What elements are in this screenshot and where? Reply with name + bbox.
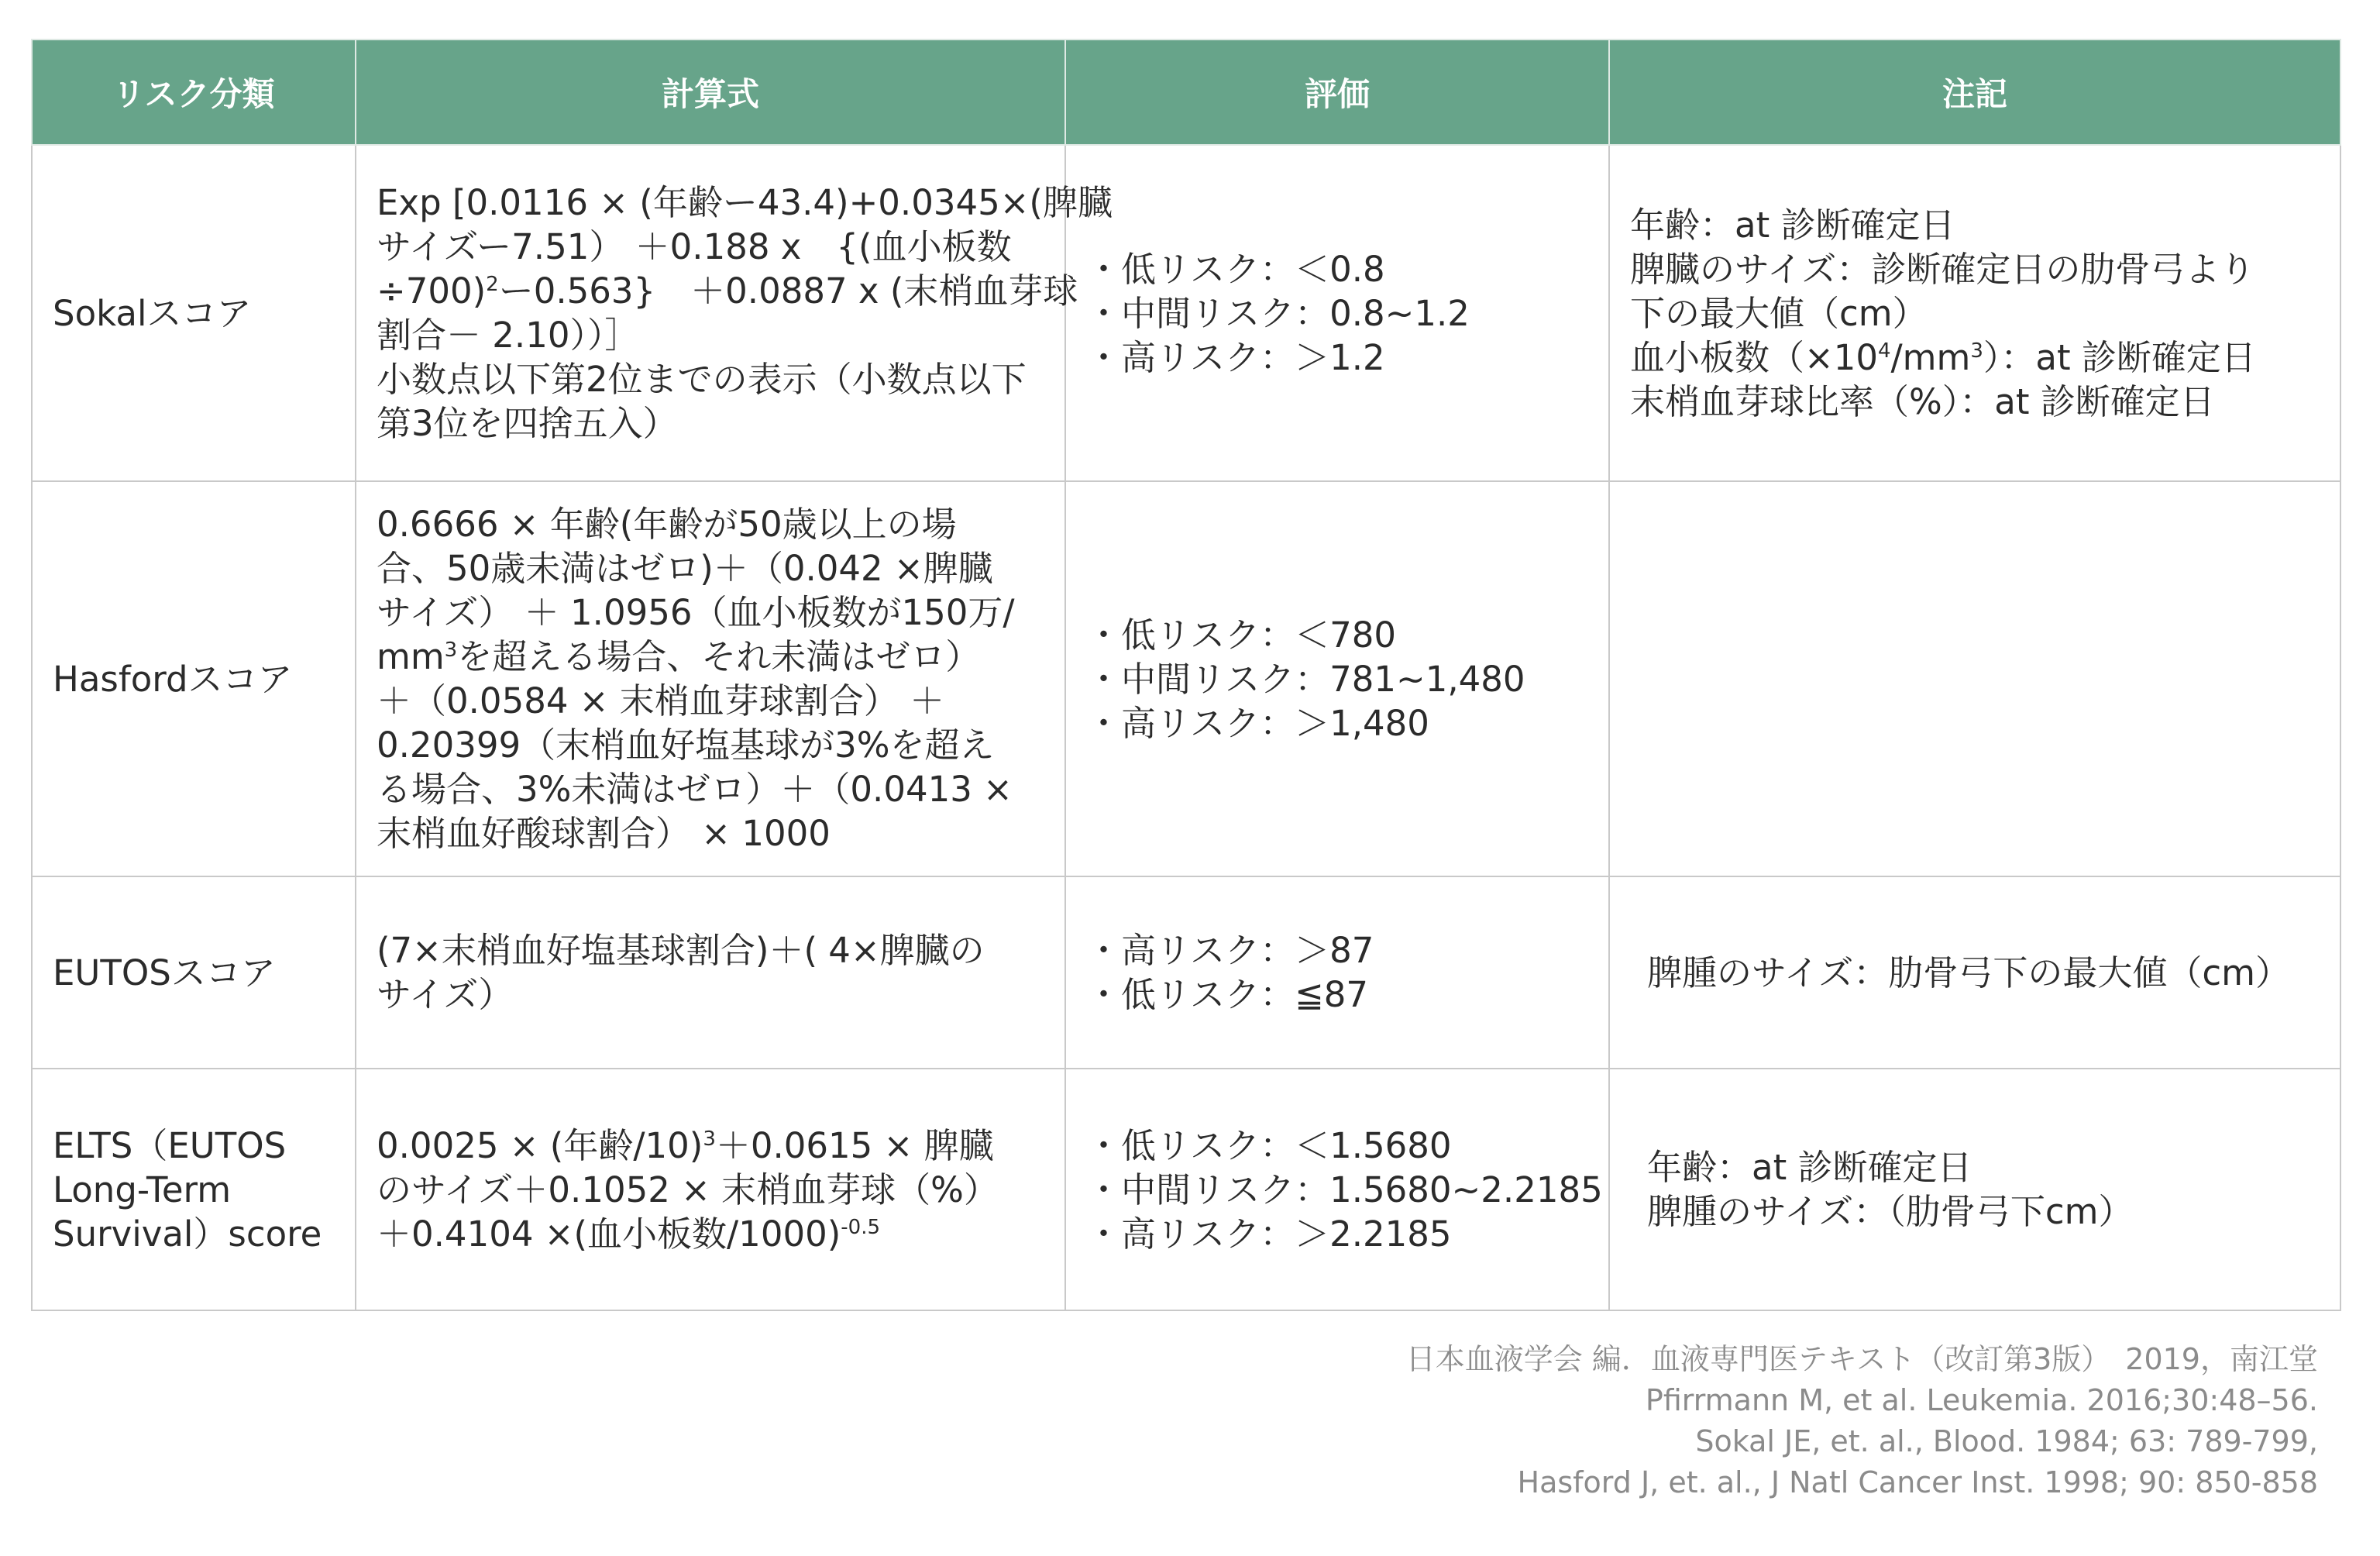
formula-line: のサイズ＋0.1052 × 末梢血芽球（%） bbox=[377, 1169, 999, 1210]
note-line: 末梢血芽球比率（%）：at 診断確定日 bbox=[1630, 380, 2215, 422]
evaluation-line: ・高リスク：＞1.2 bbox=[1086, 336, 1385, 378]
note-line: 年齢：at 診断確定日 bbox=[1647, 1147, 1972, 1188]
note-line: 脾腫のサイズ：肋骨弓下の最大値（cm） bbox=[1647, 952, 2290, 993]
superscript: 3 bbox=[444, 639, 458, 662]
formula-line bbox=[377, 1124, 1044, 1168]
note-line: 年齢：at 診断確定日 bbox=[1630, 204, 1955, 246]
category-cell bbox=[32, 145, 356, 481]
evaluation-cell bbox=[1065, 481, 1609, 876]
formula-line: 0.20399（末梢血好塩基球が3%を超え bbox=[377, 725, 995, 766]
superscript: 4 bbox=[1877, 339, 1891, 363]
reference-line: Sokal JE, et. al., Blood. 1984; 63: 789-799, bbox=[1695, 1424, 2318, 1458]
category-cell bbox=[32, 1069, 356, 1310]
formula-line: 0.6666 × 年齢(年齢が50歳以上の場 bbox=[377, 504, 957, 545]
note-text: /mm bbox=[1890, 336, 1971, 378]
superscript: -0.5 bbox=[841, 1215, 880, 1239]
formula-text: mm bbox=[377, 636, 445, 677]
category-text: Sokalスコア bbox=[53, 292, 252, 334]
table-row bbox=[32, 145, 2340, 481]
formula-text: ＋0.0615 × 脾臓 bbox=[715, 1124, 994, 1166]
formula-line: サイズ） bbox=[377, 974, 514, 1015]
risk-classification-table bbox=[31, 39, 2341, 1311]
formula-text: を超える場合、それ未満はゼロ） bbox=[457, 636, 981, 677]
table-row bbox=[32, 481, 2340, 876]
category-cell bbox=[32, 481, 356, 876]
evaluation-line: ・低リスク：＜0.8 bbox=[1086, 248, 1385, 290]
evaluation-line: ・高リスク：＞87 bbox=[1086, 930, 1374, 971]
notes-cell bbox=[1609, 876, 2340, 1069]
evaluation-line: ・中間リスク：781~1,480 bbox=[1086, 658, 1525, 700]
category-cell bbox=[32, 876, 356, 1069]
formula-text: ＋0.4104 ×(血小板数/1000) bbox=[377, 1213, 841, 1255]
table-row bbox=[32, 1069, 2340, 1310]
evaluation-line: ・中間リスク：0.8~1.2 bbox=[1086, 292, 1470, 334]
superscript: 3 bbox=[1970, 339, 1983, 363]
reference-line: Hasford J, et. al., J Natl Cancer Inst. 1998; 90: 850-858 bbox=[1517, 1465, 2318, 1499]
evaluation-line: ・低リスク：＜1.5680 bbox=[1086, 1124, 1452, 1166]
category-text: ELTS（EUTOS bbox=[53, 1124, 287, 1166]
formula-line: (7×末梢血好塩基球割合)＋( 4×脾臓の bbox=[377, 930, 985, 971]
formula-cell bbox=[356, 876, 1065, 1069]
references bbox=[1406, 1339, 2318, 1503]
formula-line: 末梢血好酸球割合） × 1000 bbox=[377, 813, 831, 854]
superscript: 2 bbox=[486, 273, 499, 296]
note-line: 下の最大値（cm） bbox=[1630, 292, 1928, 334]
reference-line: Pfirrmann M, et al. Leukemia. 2016;30:48–56. bbox=[1645, 1383, 2318, 1417]
formula-line: Exp [0.0116 × (年齢ー43.4)+0.0345×(脾臓 bbox=[377, 182, 1113, 223]
formula-line: ＋（0.0584 × 末梢血芽球割合） ＋ bbox=[377, 680, 945, 721]
note-text: 血小板数（×10 bbox=[1630, 336, 1878, 378]
formula-line bbox=[377, 1212, 1044, 1256]
formula-text: 0.0025 × (年齢/10) bbox=[377, 1124, 703, 1166]
table-row bbox=[32, 876, 2340, 1069]
formula-text: ÷700) bbox=[377, 270, 487, 312]
evaluation-line: ・高リスク：＞1,480 bbox=[1086, 702, 1429, 744]
notes-cell bbox=[1609, 145, 2340, 481]
evaluation-line: ・低リスク：≦87 bbox=[1086, 974, 1369, 1015]
header-evaluation: 評価 bbox=[1065, 40, 1609, 145]
formula-line: 第3位を四捨五入） bbox=[377, 403, 678, 444]
evaluation-cell bbox=[1065, 145, 1609, 481]
note-line bbox=[1630, 336, 2320, 380]
table-header-row bbox=[32, 40, 2340, 145]
formula-line: 小数点以下第2位までの表示（小数点以下 bbox=[377, 359, 1027, 400]
formula-line bbox=[377, 269, 1078, 313]
evaluation-line: ・高リスク：＞2.2185 bbox=[1086, 1213, 1452, 1255]
formula-line bbox=[377, 635, 1044, 679]
formula-cell bbox=[356, 1069, 1065, 1310]
formula-line: サイズー7.51） ＋0.188 x {(血小板数 bbox=[377, 226, 1012, 267]
evaluation-cell bbox=[1065, 876, 1609, 1069]
note-line: 脾腫のサイズ：（肋骨弓下cm） bbox=[1647, 1191, 2134, 1232]
notes-cell bbox=[1609, 1069, 2340, 1310]
reference-line: 日本血液学会 編．血液専門医テキスト（改訂第3版） 2019，南江堂 bbox=[1405, 1342, 2318, 1376]
category-text: EUTOSスコア bbox=[53, 952, 276, 993]
superscript: 3 bbox=[703, 1127, 716, 1151]
formula-line: サイズ） ＋ 1.0956（血小板数が150万/ bbox=[377, 592, 1015, 633]
formula-line: 割合－ 2.10））］ bbox=[377, 315, 640, 356]
formula-line: 合、50歳未満はゼロ)＋（0.042 ×脾臓 bbox=[377, 548, 993, 589]
evaluation-line: ・中間リスク：1.5680~2.2185 bbox=[1086, 1169, 1603, 1210]
header-formula: 計算式 bbox=[356, 40, 1065, 145]
formula-text: ー0.563} ＋0.0887 x (末梢血芽球 bbox=[498, 270, 1078, 312]
header-risk-category: リスク分類 bbox=[32, 40, 356, 145]
formula-cell bbox=[356, 481, 1065, 876]
category-text: Hasfordスコア bbox=[53, 658, 293, 700]
note-line: 脾臓のサイズ：診断確定日の肋骨弓より bbox=[1630, 248, 2255, 290]
formula-line: る場合、3%未満はゼロ）＋（0.0413 × bbox=[377, 769, 1013, 810]
header-notes: 注記 bbox=[1609, 40, 2340, 145]
evaluation-line: ・低リスク：＜780 bbox=[1086, 614, 1396, 656]
notes-cell-empty bbox=[1609, 481, 2340, 876]
evaluation-cell bbox=[1065, 1069, 1609, 1310]
note-text: ）：at 診断確定日 bbox=[1983, 336, 2256, 378]
category-text: Survival）score bbox=[53, 1213, 322, 1255]
category-text: Long-Term bbox=[53, 1169, 232, 1210]
formula-cell bbox=[356, 145, 1113, 481]
